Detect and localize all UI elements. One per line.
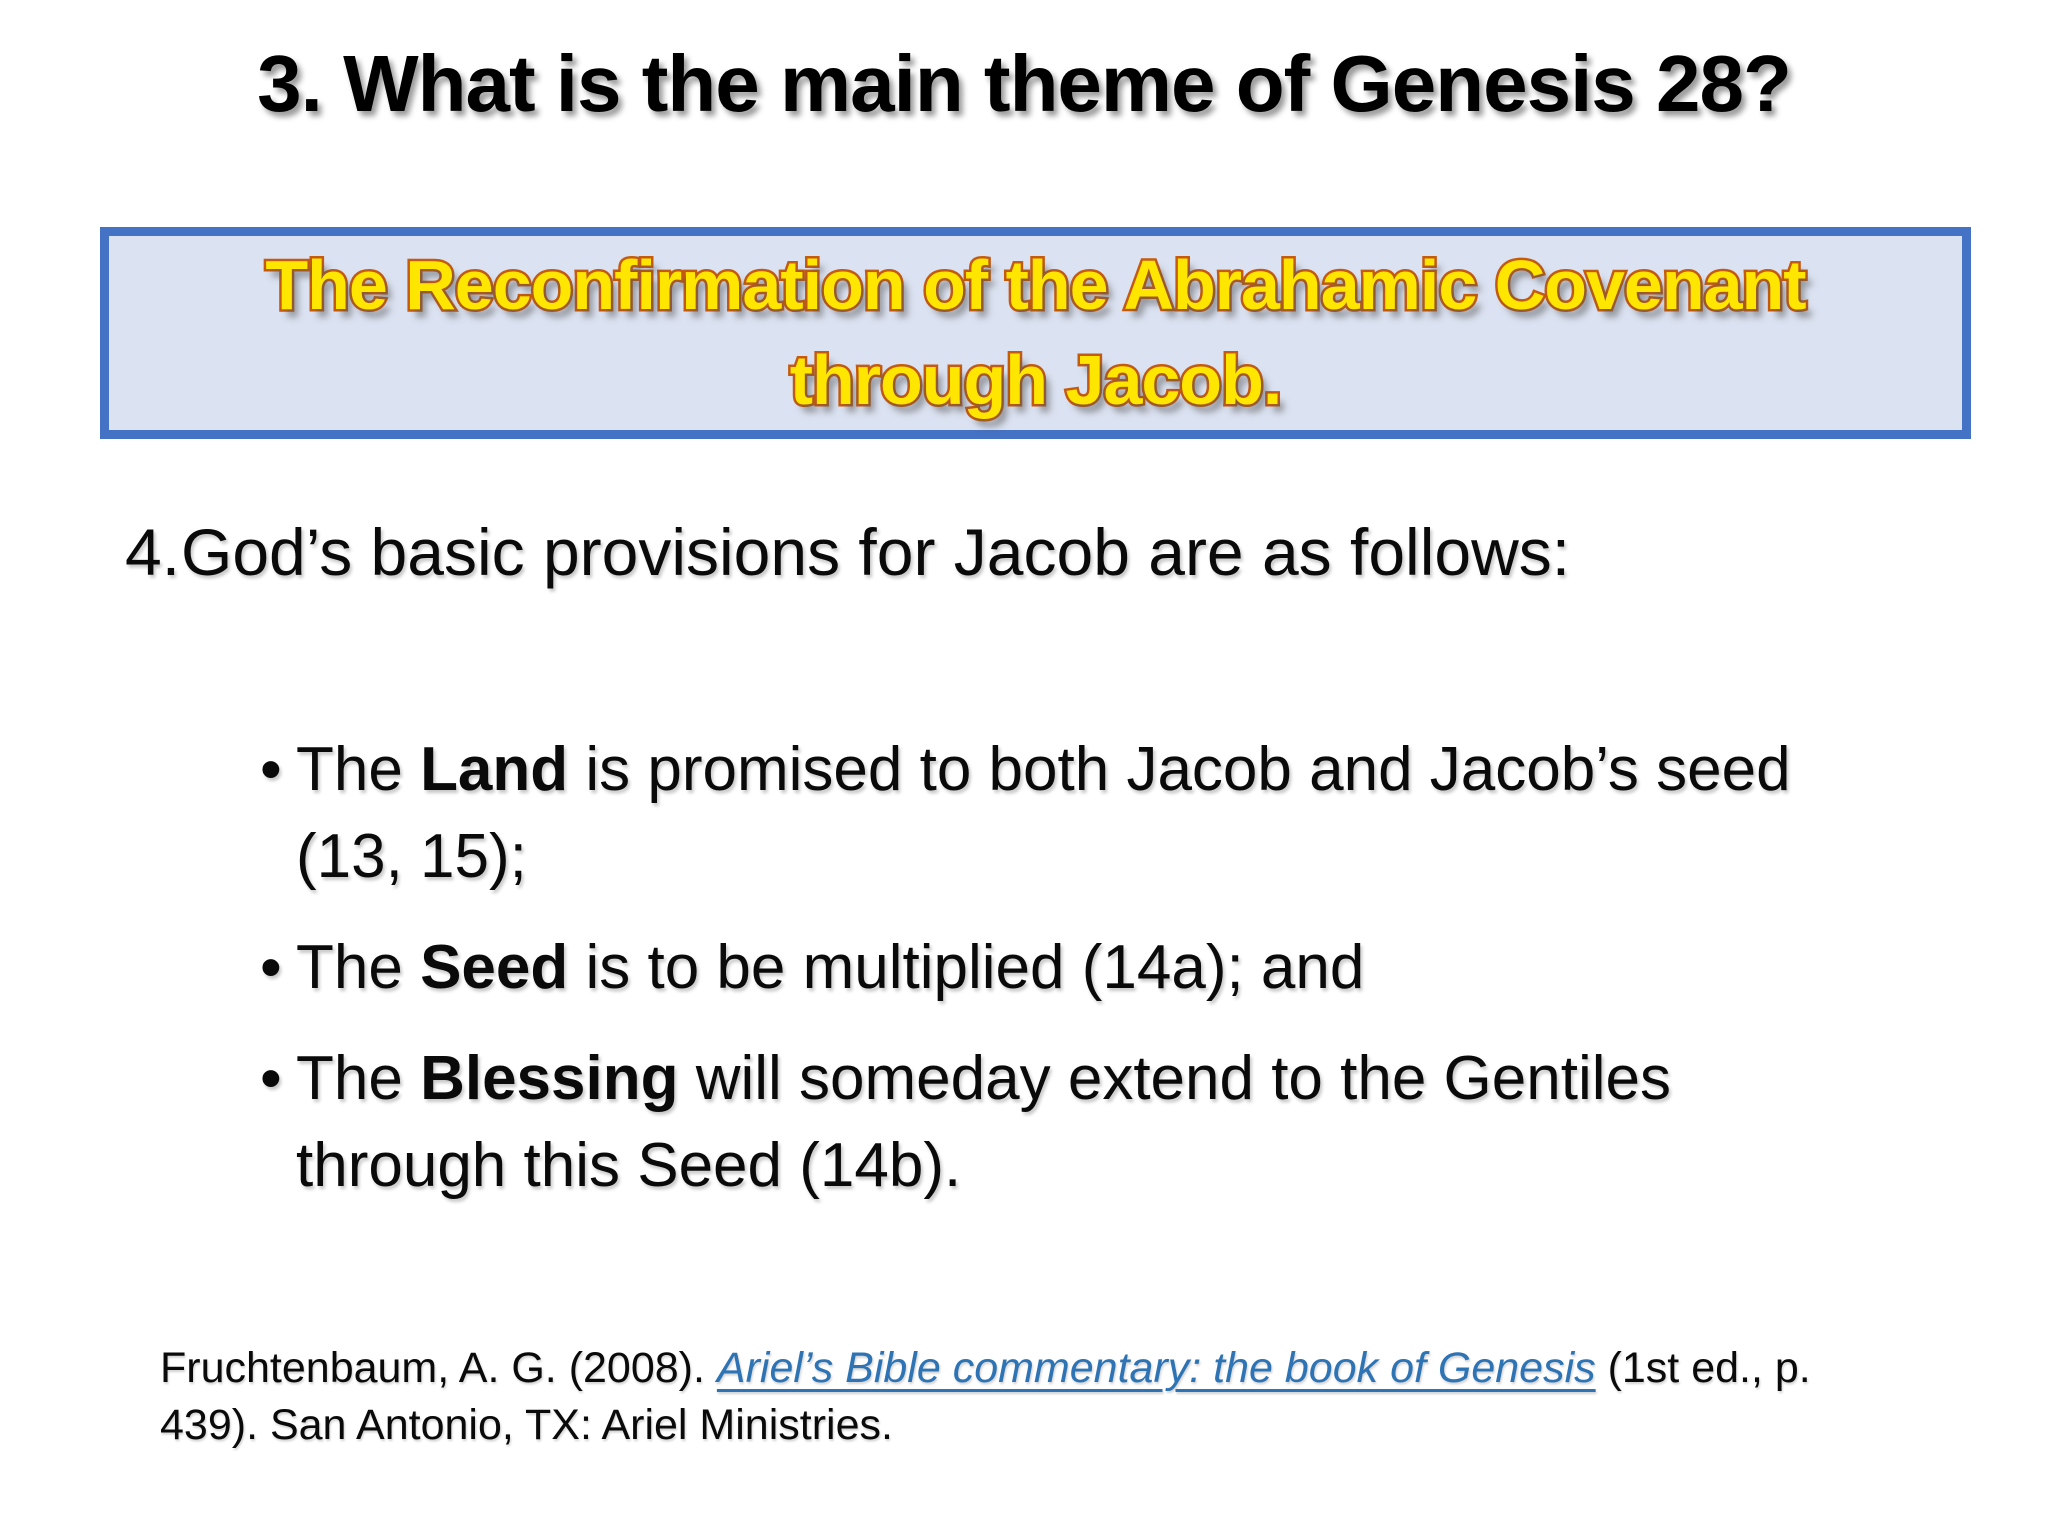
bullet-item-seed bbox=[260, 924, 1836, 1011]
banner-line-1: The Reconfirmation of the Abrahamic Covenant bbox=[265, 246, 1806, 324]
bullet-rest: will someday extend to the Gentiles through this Seed (14b). bbox=[296, 1044, 1671, 1200]
bullet-lead: The bbox=[296, 1044, 421, 1113]
bullet-keyword: Blessing bbox=[420, 1044, 679, 1113]
bullet-keyword: Land bbox=[420, 735, 569, 804]
theme-banner bbox=[100, 227, 1971, 439]
bullet-rest: is promised to both Jacob and Jacob’s seed (13, 15); bbox=[296, 735, 1791, 891]
bullet-text bbox=[296, 1035, 1836, 1209]
citation-trailing-part: (1st ed., p. 439). San Antonio, TX: Ariel Ministries. bbox=[160, 1344, 1811, 1449]
bullet-marker: • bbox=[260, 735, 282, 804]
bullet-rest: is to be multiplied (14a); and bbox=[568, 933, 1365, 1002]
numbered-item-4 bbox=[125, 510, 1570, 596]
bullet-marker: • bbox=[260, 933, 282, 1002]
bullet-item-land bbox=[260, 726, 1836, 900]
banner-line-2: through Jacob. bbox=[789, 341, 1282, 419]
bullet-list bbox=[260, 726, 1836, 1233]
slide-title: 3. What is the main theme of Genesis 28? bbox=[257, 39, 1791, 128]
citation bbox=[160, 1340, 1860, 1454]
bullet-lead: The bbox=[296, 933, 421, 1002]
bullet-item-blessing bbox=[260, 1035, 1836, 1209]
item-number: 4. bbox=[125, 515, 181, 589]
bullet-marker: • bbox=[260, 1044, 282, 1113]
bullet-lead: The bbox=[296, 735, 421, 804]
bullet-text bbox=[296, 924, 1364, 1011]
citation-link[interactable]: Ariel’s Bible commentary: the book of Genesis bbox=[716, 1344, 1596, 1392]
bullet-text bbox=[296, 726, 1836, 900]
citation-author-part: Fruchtenbaum, A. G. (2008). bbox=[160, 1344, 717, 1392]
item-text: God’s basic provisions for Jacob are as follows: bbox=[181, 515, 1571, 589]
bullet-keyword: Seed bbox=[420, 933, 569, 1002]
